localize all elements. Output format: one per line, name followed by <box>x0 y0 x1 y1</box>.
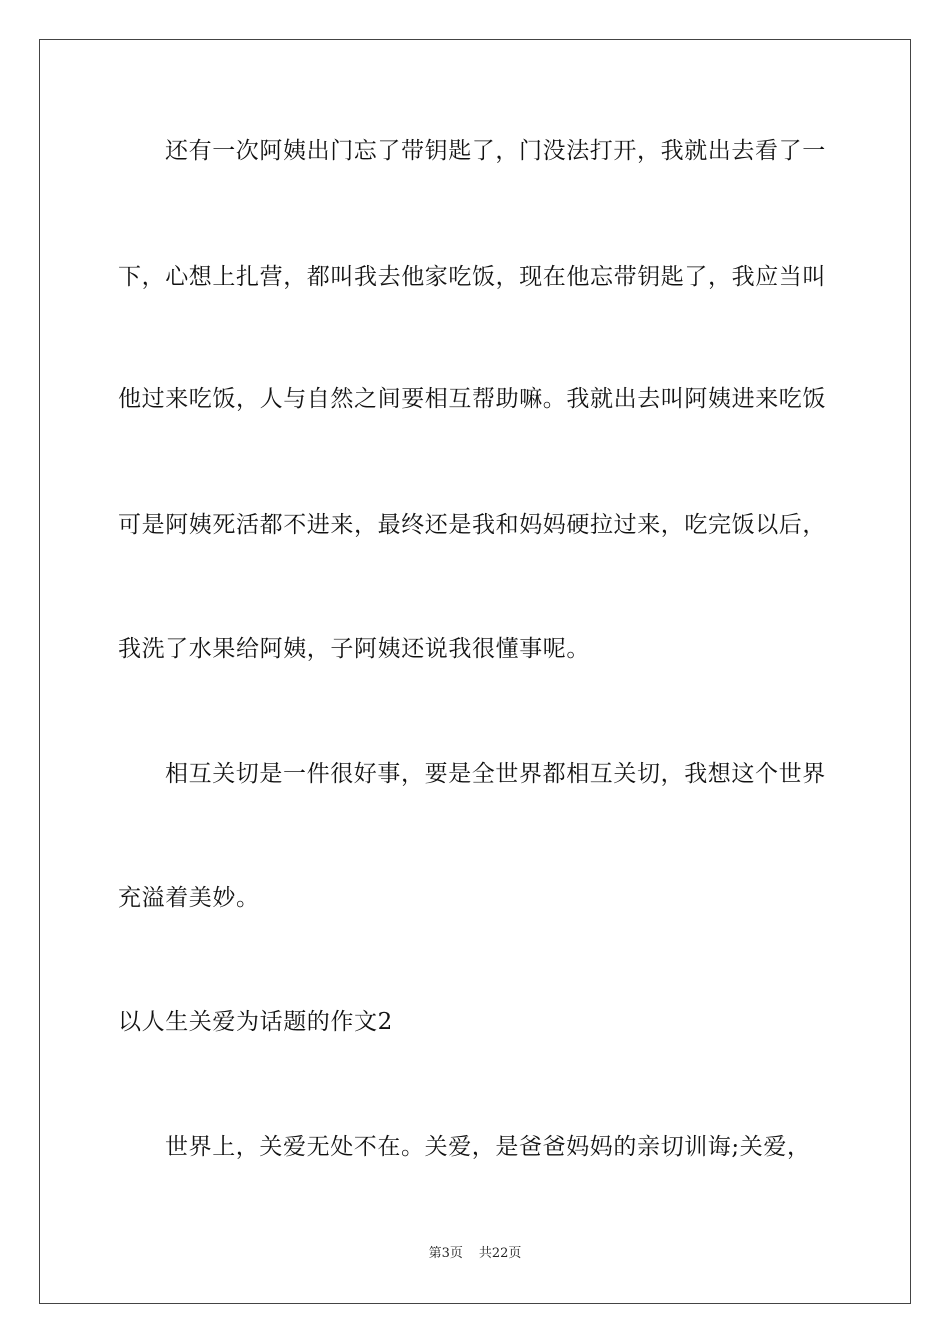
total-pages: 共22页 <box>478 1246 522 1261</box>
page-border <box>39 39 911 1304</box>
page-number: 第3页 <box>428 1246 463 1261</box>
paragraph-line: 我洗了水果给阿姨，子阿姨还说我很懂事呢。 <box>118 636 590 662</box>
paragraph-line: 他过来吃饭，人与自然之间要相互帮助嘛。我就出去叫阿姨进来吃饭 <box>118 386 826 412</box>
page-footer <box>0 1244 950 1264</box>
paragraph-line: 相互关切是一件很好事，要是全世界都相互关切，我想这个世界 <box>165 761 826 787</box>
section-heading: 以人生关爱为话题的作文2 <box>118 1009 393 1035</box>
paragraph-line: 下，心想上扎营，都叫我去他家吃饭，现在他忘带钥匙了，我应当叫 <box>118 264 826 290</box>
paragraph-line: 充溢着美妙。 <box>118 885 260 911</box>
paragraph-line: 世界上，关爱无处不在。关爱，是爸爸妈妈的亲切训诲;关爱， <box>165 1134 811 1160</box>
paragraph-line: 还有一次阿姨出门忘了带钥匙了，门没法打开，我就出去看了一 <box>165 138 826 164</box>
paragraph-line: 可是阿姨死活都不进来，最终还是我和妈妈硬拉过来，吃完饭以后， <box>118 512 826 538</box>
